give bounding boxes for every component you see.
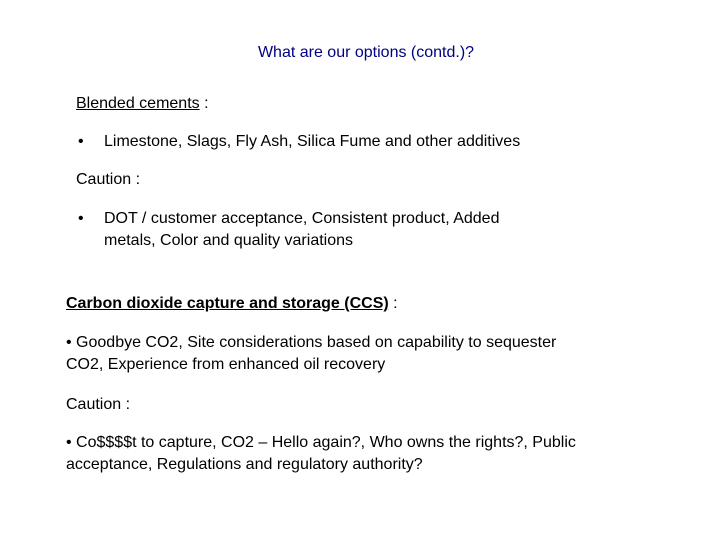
bullet-glyph: • [78, 133, 84, 150]
bullet-glyph: • [78, 210, 84, 227]
blended-cements-bullet: Limestone, Slags, Fly Ash, Silica Fume and other additives [104, 133, 521, 150]
ccs-bullet-line2: CO2, Experience from enhanced oil recovery [66, 356, 386, 373]
caution-bullet-2-line2: acceptance, Regulations and regulatory authority? [66, 456, 423, 473]
ccs-heading-suffix: : [388, 295, 398, 312]
slide-title: What are our options (contd.)? [257, 44, 475, 61]
caution-label-1: Caution : [76, 171, 141, 188]
caution-label-2: Caution : [66, 396, 131, 413]
blended-cements-heading-suffix: : [199, 95, 209, 112]
ccs-heading [66, 293, 398, 314]
ccs-heading-text: Carbon dioxide capture and storage (CCS) [66, 295, 389, 312]
ccs-bullet-line1: • Goodbye CO2, Site considerations based on capability to sequester [66, 334, 557, 351]
caution-bullet-1-line2: metals, Color and quality variations [104, 232, 354, 249]
blended-cements-heading [76, 93, 209, 114]
blended-cements-heading-text: Blended cements [76, 95, 200, 112]
caution-bullet-1-line1: DOT / customer acceptance, Consistent product, Added [104, 210, 500, 227]
caution-bullet-2-line1: • Co$$$$t to capture, CO2 – Hello again?, Who owns the rights?, Public [66, 434, 576, 451]
